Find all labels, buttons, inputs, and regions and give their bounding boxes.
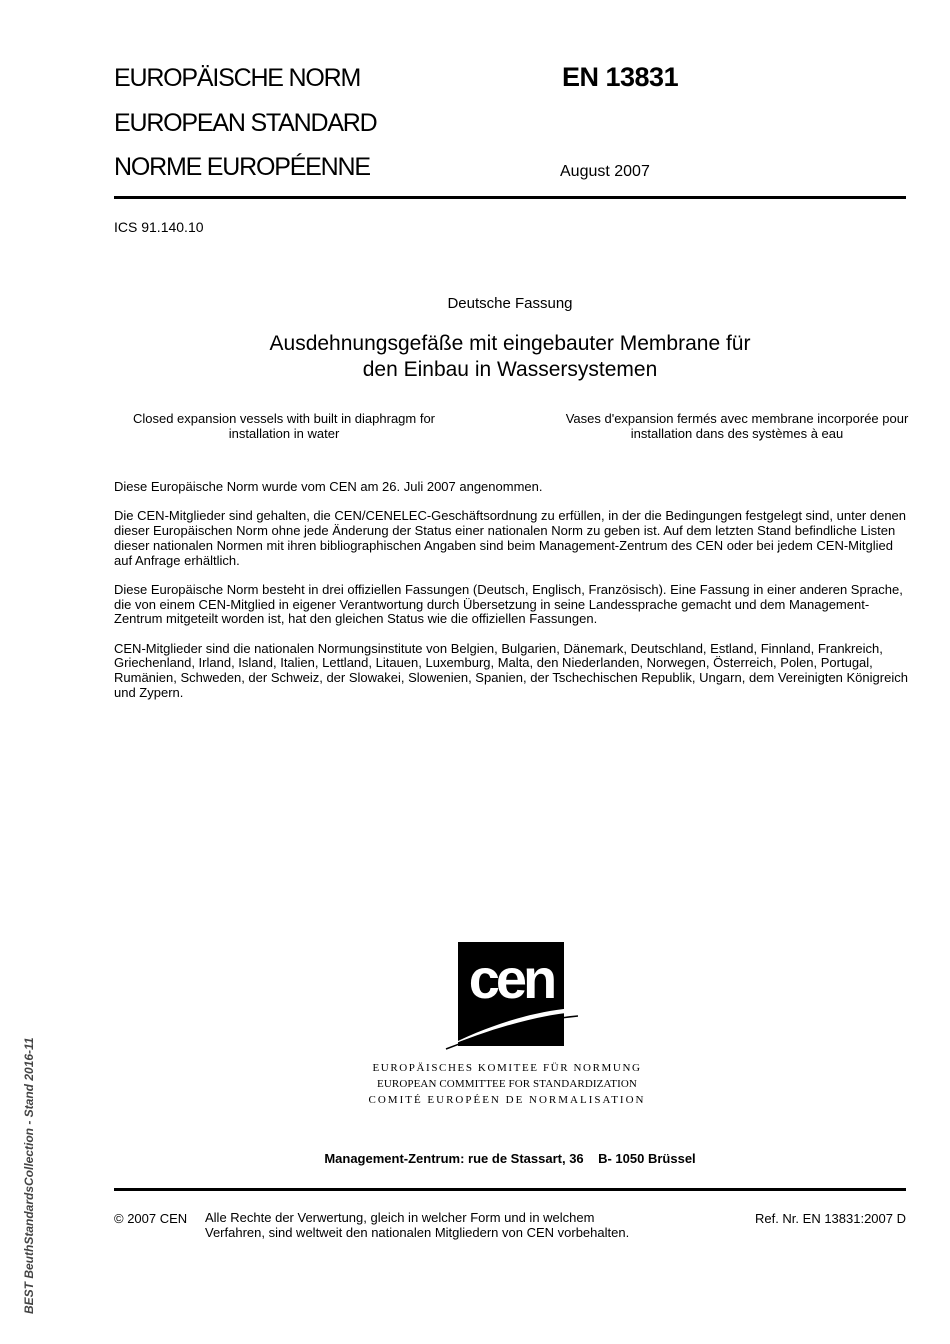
cen-name-english: EUROPEAN COMMITTEE FOR STANDARDIZATION [377, 1078, 637, 1090]
rights-notice-line2: Verfahren, sind weltweit den nationalen Mitgliedern von CEN vorbehalten. [205, 1224, 630, 1240]
header-title-fr: NORME EUROPÉENNE [114, 153, 370, 181]
body-text [114, 480, 910, 715]
rights-notice-line1: Alle Rechte der Verwertung, gleich in welcher Form und in welchem [205, 1210, 595, 1225]
side-watermark: BEST BeuthStandardsCollection - Stand 2016-11 [22, 1037, 36, 1314]
header-divider [114, 196, 906, 199]
publication-date: August 2007 [560, 163, 650, 180]
cen-logo [444, 942, 578, 1050]
management-address: Management-Zentrum: rue de Stassart, 36 B- 1050 Brüssel [324, 1151, 696, 1166]
document-title-line1: Ausdehnungsgefäße mit eingebauter Membrane für [269, 332, 751, 355]
paragraph-members: CEN-Mitglieder sind die nationalen Normungsinstitute von Belgien, Bulgarien, Dänemark, Deutschland, Estland, Finnland, Frankreich, Griechenland, Irland, Island, Italien, Lettland, Litauen, Luxemburg, Malta, den Niederlanden, Norwegen, Österreich, Polen, Portugal, Rumänien, Schweden, der Schweiz, der Slowakei, Slowenien, Spanien, der Tschechischen Republik, Ungarn, dem Vereinigten Königreich und Zypern. [114, 640, 908, 700]
title-french-line2: installation dans des systèmes à eau [630, 426, 844, 441]
standard-number: EN 13831 [562, 62, 679, 92]
header-title-de: EUROPÄISCHE NORM [114, 64, 361, 92]
document-title [200, 331, 820, 383]
cen-name-french: COMITÉ EUROPÉEN DE NORMALISATION [368, 1094, 646, 1106]
version-label: Deutsche Fassung [447, 295, 573, 312]
cen-name-german: EUROPÄISCHES KOMITEE FÜR NORMUNG [372, 1062, 642, 1074]
ics-code: ICS 91.140.10 [114, 219, 204, 235]
title-english [114, 411, 454, 441]
paragraph-adoption: Diese Europäische Norm wurde vom CEN am 26. Juli 2007 angenommen. [114, 479, 543, 494]
paragraph-obligations: Die CEN-Mitglieder sind gehalten, die CEN/CENELEC-Geschäftsordnung zu erfüllen, in der die Bedingungen festgelegt sind, unter denen dieser Europäischen Norm ohne jede Änderung der Status einer nationalen Norm zu geben ist. Auf dem letzten Stand befindliche Listen dieser nationalen Normen mit ihren bibliographischen Angaben sind beim Management-Zentrum des CEN oder bei jedem CEN-Mitglied auf Anfrage erhältlich. [114, 508, 907, 568]
reference-number: Ref. Nr. EN 13831:2007 D [754, 1211, 906, 1226]
rights-notice [205, 1211, 675, 1240]
copyright: © 2007 CEN [114, 1211, 188, 1226]
cen-logo-text: cen [468, 947, 554, 1010]
title-french-line1: Vases d'expansion fermés avec membrane incorporée pour [565, 411, 909, 426]
document-title-line2: den Einbau in Wassersystemen [362, 358, 658, 381]
title-english-line1: Closed expansion vessels with built in diaphragm for [132, 411, 436, 426]
footer-divider [114, 1188, 906, 1191]
header-title-en: EUROPEAN STANDARD [114, 109, 377, 137]
title-french [560, 411, 914, 441]
title-english-line2: installation in water [228, 426, 340, 441]
paragraph-versions: Diese Europäische Norm besteht in drei offiziellen Fassungen (Deutsch, Englisch, Französisch). Eine Fassung in einer anderen Sprache, die von einem CEN-Mitglied in eigener Verantwortung durch Übersetzung in seine Landessprache gemacht und dem Management-Zentrum mitgeteilt worden ist, hat den gleichen Status wie die offiziellen Fassungen. [114, 581, 903, 627]
